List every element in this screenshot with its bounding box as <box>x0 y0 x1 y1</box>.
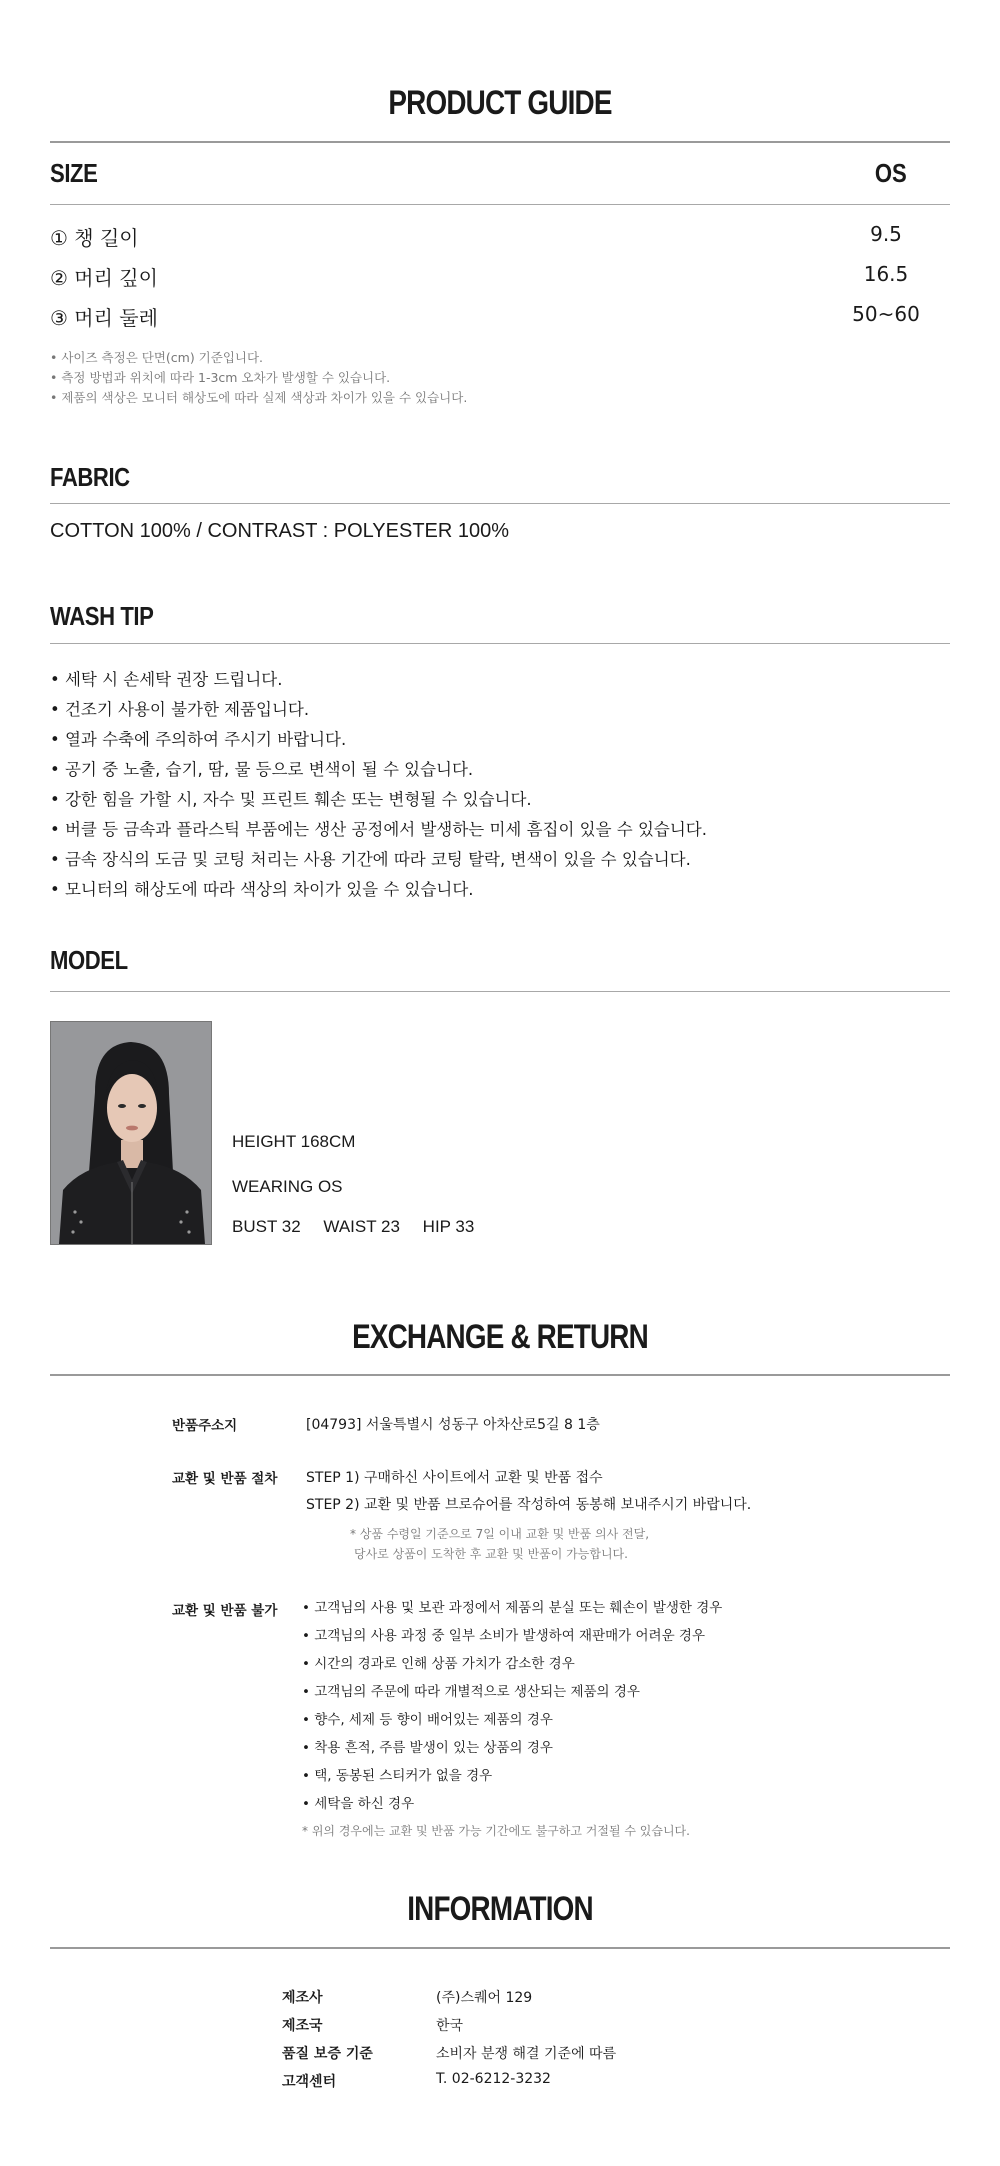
list-item: • 세탁 시 손세탁 권장 드립니다. <box>50 670 283 689</box>
exchange-return-title: EXCHANGE & RETURN <box>352 1318 648 1356</box>
info-row-warranty <box>50 2043 950 2071</box>
process-step-1: STEP 1) 구매하신 사이트에서 교환 및 반품 접수 <box>306 1470 603 1486</box>
size-row-value: 50~60 <box>852 302 920 326</box>
list-item: • 건조기 사용이 불가한 제품입니다. <box>50 700 310 719</box>
note: • 제품의 색상은 모니터 해상도에 따라 실제 색상과 차이가 있을 수 있습니다. <box>50 390 468 405</box>
list-item: • 세탁을 하신 경우 <box>302 1796 415 1812</box>
size-table <box>50 222 950 342</box>
model-title: MODEL <box>50 945 128 975</box>
fabric-section <box>50 462 144 493</box>
information-title: INFORMATION <box>407 1890 593 1928</box>
model-hip: HIP 33 <box>422 1217 475 1236</box>
size-label: SIZE <box>50 158 98 188</box>
list-item: • 시간의 경과로 인해 상품 가치가 감소한 경우 <box>302 1656 575 1672</box>
size-row-label: ② 머리 깊이 <box>50 266 158 290</box>
divider <box>50 503 950 504</box>
note: • 측정 방법과 위치에 따라 1-3cm 오차가 발생할 수 있습니다. <box>50 370 391 385</box>
model-wearing: WEARING OS <box>232 1177 343 1196</box>
process-label: 교환 및 반품 절차 <box>172 1471 278 1487</box>
size-row-circumference <box>50 302 950 342</box>
process-note-line: * 상품 수령일 기준으로 7일 이내 교환 및 반품 의사 전달, <box>350 1527 650 1541</box>
size-row-depth <box>50 262 950 302</box>
info-key: 품질 보증 기준 <box>282 2046 373 2062</box>
list-item: • 고객님의 사용 및 보관 과정에서 제품의 분실 또는 훼손이 발생한 경우 <box>302 1600 723 1616</box>
size-row-label: ① 챙 길이 <box>50 226 139 250</box>
list-item: • 착용 흔적, 주름 발생이 있는 상품의 경우 <box>302 1740 553 1756</box>
divider <box>50 141 950 143</box>
info-row-country <box>50 2015 950 2043</box>
info-value: 소비자 분쟁 해결 기준에 따름 <box>436 2046 617 2062</box>
impossible-footnote: * 위의 경우에는 교환 및 반품 가능 기간에도 불구하고 거절될 수 있습니다. <box>302 1824 690 1838</box>
size-row-value: 16.5 <box>863 262 909 286</box>
list-item: • 모니터의 해상도에 따라 색상의 차이가 있을 수 있습니다. <box>50 880 474 899</box>
info-key: 제조사 <box>282 1990 323 2006</box>
list-item: • 택, 동봉된 스티커가 없을 경우 <box>302 1768 493 1784</box>
divider <box>50 1947 950 1949</box>
list-item: • 금속 장식의 도금 및 코팅 처리는 사용 기간에 따라 코팅 탈락, 변색이 있을 수 있습니다. <box>50 850 691 869</box>
list-item: • 강한 힘을 가할 시, 자수 및 프린트 훼손 또는 변형될 수 있습니다. <box>50 790 532 809</box>
divider <box>50 1374 950 1376</box>
size-column-os: OS <box>875 158 908 188</box>
size-row-value: 9.5 <box>870 222 902 246</box>
impossible-label: 교환 및 반품 불가 <box>172 1603 278 1619</box>
process-step-2: STEP 2) 교환 및 반품 브로슈어를 작성하여 동봉해 보내주시기 바랍니다. <box>306 1497 752 1513</box>
size-notes <box>50 348 467 408</box>
list-item: • 향수, 세제 등 향이 배어있는 제품의 경우 <box>302 1712 553 1728</box>
list-item: • 버클 등 금속과 플라스틱 부품에는 생산 공정에서 발생하는 미세 흠집이 있을 수 있습니다. <box>50 820 707 839</box>
return-address-label: 반품주소지 <box>172 1418 238 1434</box>
model-measurements <box>232 1217 492 1237</box>
fabric-text: COTTON 100% / CONTRAST : POLYESTER 100% <box>50 520 510 542</box>
size-row-brim <box>50 222 950 262</box>
process-note <box>350 1524 649 1564</box>
list-item: • 고객님의 사용 과정 중 일부 소비가 발생하여 재판매가 어려운 경우 <box>302 1628 705 1644</box>
info-value: (주)스퀘어 129 <box>436 1990 533 2006</box>
info-row-customer-center <box>50 2071 950 2099</box>
info-key: 고객센터 <box>282 2074 337 2090</box>
info-value: 한국 <box>436 2018 464 2034</box>
size-header <box>50 158 950 194</box>
product-guide-title: PRODUCT GUIDE <box>388 84 612 122</box>
note: • 사이즈 측정은 단면(cm) 기준입니다. <box>50 350 264 365</box>
divider <box>50 204 950 205</box>
info-key: 제조국 <box>282 2018 323 2034</box>
size-row-label: ③ 머리 둘레 <box>50 306 158 330</box>
list-item: • 고객님의 주문에 따라 개별적으로 생산되는 제품의 경우 <box>302 1684 640 1700</box>
info-row-manufacturer <box>50 1987 950 2015</box>
list-item: • 열과 수축에 주의하여 주시기 바랍니다. <box>50 730 347 749</box>
model-section <box>50 945 141 976</box>
process-note-line: 당사로 상품이 도착한 후 교환 및 반품이 가능합니다. <box>354 1547 628 1561</box>
list-item: • 공기 중 노출, 습기, 땀, 물 등으로 변색이 될 수 있습니다. <box>50 760 474 779</box>
model-bust: BUST 32 <box>232 1217 301 1236</box>
fabric-title: FABRIC <box>50 462 130 492</box>
divider <box>50 643 950 644</box>
model-waist: WAIST 23 <box>323 1217 400 1236</box>
wash-tip-title: WASH TIP <box>50 601 154 631</box>
wash-tip-list <box>50 665 707 905</box>
impossible-list <box>302 1594 722 1818</box>
model-photo <box>50 1021 212 1245</box>
divider <box>50 991 950 992</box>
return-address: [04793] 서울특별시 성동구 아차산로5길 8 1층 <box>306 1417 600 1433</box>
info-value: T. 02-6212-3232 <box>436 2071 551 2087</box>
model-height: HEIGHT 168CM <box>232 1132 356 1151</box>
wash-tip-section <box>50 601 172 632</box>
